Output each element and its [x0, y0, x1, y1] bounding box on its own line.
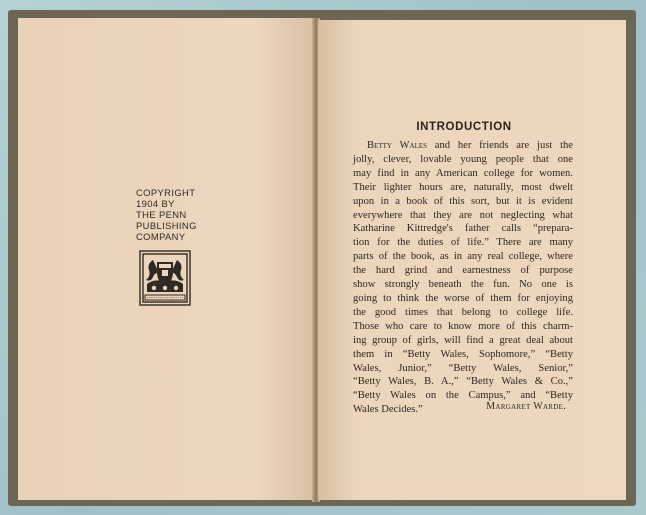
text-line: “Betty Wales on the Campus,” and “Betty — [353, 390, 573, 402]
text-line: show strongly beneath the fun. No one is — [353, 279, 573, 291]
text-line: Their lighter hours are, naturally, most dwelt — [353, 181, 573, 193]
text-line: tion for the duties of life.” There are many — [353, 237, 573, 249]
text-line: “Betty Wales, B. A.,” “Betty Wales & Co.,” — [353, 376, 573, 388]
text-line: ing group of girls, will find a great deal about — [353, 334, 573, 346]
imprint-line: COPYRIGHT — [136, 187, 196, 198]
text-line: may find in any American college for women. — [353, 167, 573, 179]
text-line-rest: and her friends are just the — [427, 140, 574, 151]
author-signature: Margaret Warde. — [486, 401, 566, 412]
text-line: the hard grind and earnestness of purpose — [353, 265, 573, 277]
imprint-line: THE PENN — [136, 209, 187, 220]
text-line: going to think the worse of them for enjoying — [353, 292, 573, 304]
text-line — [353, 139, 573, 153]
lead-smallcaps: Betty Wales — [367, 140, 428, 151]
page-title: INTRODUCTION — [416, 121, 512, 133]
text-line: Katharine Kittredge's father calls “prepara- — [353, 223, 573, 235]
text-line: everywhere that they are not neglecting what — [353, 209, 573, 221]
imprint-line: PUBLISHING — [136, 220, 197, 231]
copyright-imprint — [136, 187, 200, 242]
publisher-seal-icon — [137, 248, 193, 310]
text-line: Wales Decides.” — [353, 404, 423, 416]
text-line: parts of the book, as in any real college, where — [353, 251, 573, 263]
text-line: Wales, Junior,” “Betty Wales, Senior,” — [353, 362, 573, 374]
text-line: Those who care to know more of this charm- — [353, 320, 573, 332]
text-line: the good times that belong to college life. — [353, 306, 573, 318]
introduction-body — [353, 139, 573, 417]
imprint-line: COMPANY — [136, 231, 186, 242]
imprint-line: 1904 BY — [136, 198, 175, 209]
text-line: them in “Betty Wales, Sophomore,” “Betty — [353, 348, 573, 360]
text-line: jolly, clever, lovable young people that one — [353, 153, 573, 165]
text-line: upon in a book of this sort, but it is evident — [353, 195, 573, 207]
